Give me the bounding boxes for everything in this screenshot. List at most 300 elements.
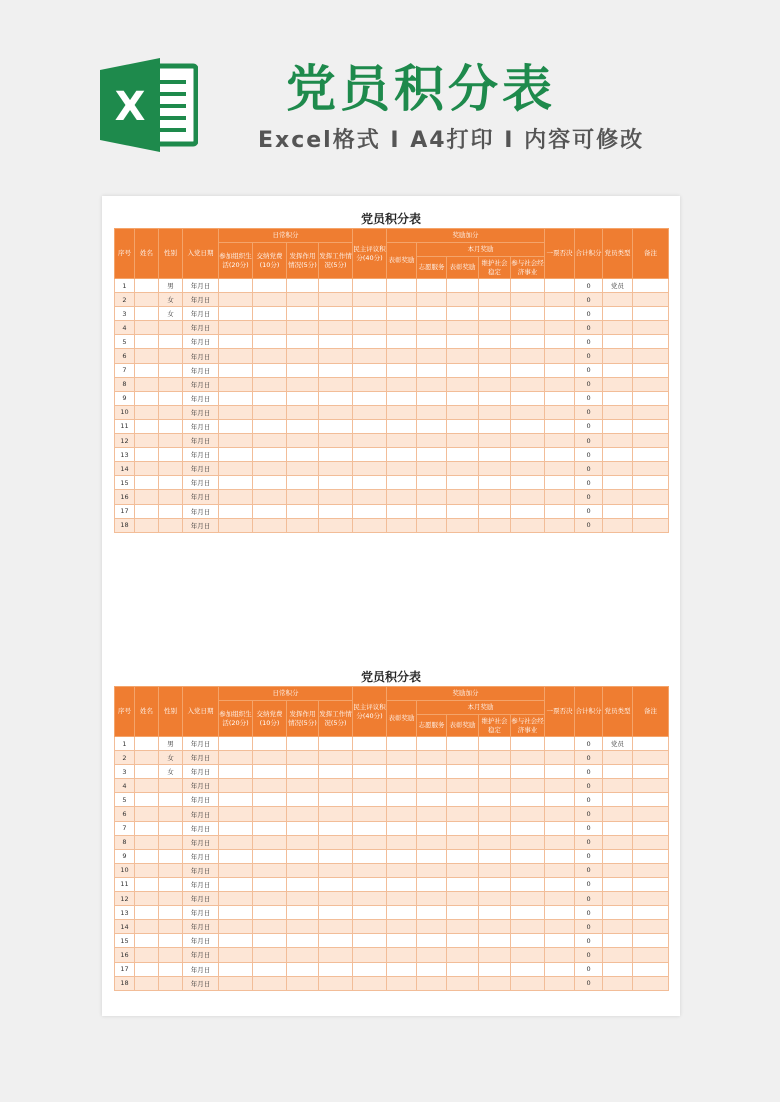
cell-volunteer[interactable] bbox=[417, 976, 447, 990]
cell-pioneer[interactable] bbox=[287, 877, 319, 891]
cell-org-life[interactable] bbox=[219, 751, 253, 765]
cell-work[interactable] bbox=[319, 779, 353, 793]
cell-stability[interactable] bbox=[479, 737, 511, 751]
cell-org-life[interactable] bbox=[219, 321, 253, 335]
cell-remark[interactable] bbox=[633, 948, 669, 962]
cell-remark[interactable] bbox=[633, 962, 669, 976]
cell-honor[interactable] bbox=[387, 920, 417, 934]
cell-dues[interactable] bbox=[253, 419, 287, 433]
cell-pioneer[interactable] bbox=[287, 793, 319, 807]
cell-member-type[interactable] bbox=[603, 293, 633, 307]
cell-dues[interactable] bbox=[253, 906, 287, 920]
cell-work[interactable] bbox=[319, 293, 353, 307]
cell-commend[interactable] bbox=[447, 476, 479, 490]
cell-remark[interactable] bbox=[633, 793, 669, 807]
cell-democratic[interactable] bbox=[353, 779, 387, 793]
cell-volunteer[interactable] bbox=[417, 835, 447, 849]
cell-name[interactable] bbox=[135, 948, 159, 962]
cell-org-life[interactable] bbox=[219, 779, 253, 793]
cell-total[interactable]: 0 bbox=[575, 335, 603, 349]
cell-pioneer[interactable] bbox=[287, 976, 319, 990]
cell-join-date[interactable]: 年月日 bbox=[183, 906, 219, 920]
cell-seq[interactable]: 2 bbox=[115, 751, 135, 765]
cell-dues[interactable] bbox=[253, 779, 287, 793]
cell-member-type[interactable] bbox=[603, 434, 633, 448]
cell-member-type[interactable] bbox=[603, 490, 633, 504]
cell-pioneer[interactable] bbox=[287, 279, 319, 293]
cell-org-life[interactable] bbox=[219, 962, 253, 976]
cell-gender[interactable] bbox=[159, 877, 183, 891]
cell-member-type[interactable] bbox=[603, 504, 633, 518]
cell-pioneer[interactable] bbox=[287, 934, 319, 948]
cell-commend[interactable] bbox=[447, 962, 479, 976]
cell-work[interactable] bbox=[319, 793, 353, 807]
cell-org-life[interactable] bbox=[219, 737, 253, 751]
cell-remark[interactable] bbox=[633, 906, 669, 920]
cell-member-type[interactable] bbox=[603, 391, 633, 405]
cell-veto[interactable] bbox=[545, 863, 575, 877]
cell-org-life[interactable] bbox=[219, 863, 253, 877]
cell-remark[interactable] bbox=[633, 490, 669, 504]
cell-honor[interactable] bbox=[387, 419, 417, 433]
cell-seq[interactable]: 18 bbox=[115, 976, 135, 990]
cell-honor[interactable] bbox=[387, 504, 417, 518]
cell-seq[interactable]: 13 bbox=[115, 906, 135, 920]
cell-commend[interactable] bbox=[447, 321, 479, 335]
cell-member-type[interactable] bbox=[603, 976, 633, 990]
cell-democratic[interactable] bbox=[353, 363, 387, 377]
cell-democratic[interactable] bbox=[353, 751, 387, 765]
cell-economy[interactable] bbox=[511, 349, 545, 363]
cell-remark[interactable] bbox=[633, 807, 669, 821]
cell-dues[interactable] bbox=[253, 293, 287, 307]
cell-total[interactable]: 0 bbox=[575, 321, 603, 335]
cell-total[interactable]: 0 bbox=[575, 877, 603, 891]
cell-economy[interactable] bbox=[511, 835, 545, 849]
cell-pioneer[interactable] bbox=[287, 307, 319, 321]
cell-commend[interactable] bbox=[447, 363, 479, 377]
cell-veto[interactable] bbox=[545, 434, 575, 448]
cell-name[interactable] bbox=[135, 321, 159, 335]
cell-volunteer[interactable] bbox=[417, 448, 447, 462]
cell-org-life[interactable] bbox=[219, 307, 253, 321]
cell-name[interactable] bbox=[135, 462, 159, 476]
cell-name[interactable] bbox=[135, 391, 159, 405]
cell-dues[interactable] bbox=[253, 335, 287, 349]
cell-volunteer[interactable] bbox=[417, 793, 447, 807]
cell-gender[interactable] bbox=[159, 920, 183, 934]
cell-stability[interactable] bbox=[479, 807, 511, 821]
cell-total[interactable]: 0 bbox=[575, 419, 603, 433]
cell-dues[interactable] bbox=[253, 321, 287, 335]
cell-org-life[interactable] bbox=[219, 765, 253, 779]
cell-pioneer[interactable] bbox=[287, 737, 319, 751]
cell-pioneer[interactable] bbox=[287, 807, 319, 821]
cell-work[interactable] bbox=[319, 490, 353, 504]
cell-seq[interactable]: 14 bbox=[115, 920, 135, 934]
cell-honor[interactable] bbox=[387, 448, 417, 462]
cell-dues[interactable] bbox=[253, 504, 287, 518]
cell-gender[interactable]: 女 bbox=[159, 293, 183, 307]
cell-veto[interactable] bbox=[545, 793, 575, 807]
cell-stability[interactable] bbox=[479, 279, 511, 293]
cell-stability[interactable] bbox=[479, 906, 511, 920]
cell-work[interactable] bbox=[319, 321, 353, 335]
cell-honor[interactable] bbox=[387, 976, 417, 990]
cell-honor[interactable] bbox=[387, 321, 417, 335]
cell-stability[interactable] bbox=[479, 434, 511, 448]
cell-work[interactable] bbox=[319, 948, 353, 962]
cell-pioneer[interactable] bbox=[287, 490, 319, 504]
cell-join-date[interactable]: 年月日 bbox=[183, 793, 219, 807]
cell-join-date[interactable]: 年月日 bbox=[183, 462, 219, 476]
cell-democratic[interactable] bbox=[353, 821, 387, 835]
cell-democratic[interactable] bbox=[353, 807, 387, 821]
cell-org-life[interactable] bbox=[219, 793, 253, 807]
cell-work[interactable] bbox=[319, 962, 353, 976]
cell-org-life[interactable] bbox=[219, 434, 253, 448]
cell-veto[interactable] bbox=[545, 476, 575, 490]
cell-pioneer[interactable] bbox=[287, 363, 319, 377]
cell-veto[interactable] bbox=[545, 293, 575, 307]
cell-honor[interactable] bbox=[387, 377, 417, 391]
cell-democratic[interactable] bbox=[353, 279, 387, 293]
cell-total[interactable]: 0 bbox=[575, 377, 603, 391]
cell-honor[interactable] bbox=[387, 934, 417, 948]
cell-remark[interactable] bbox=[633, 863, 669, 877]
cell-democratic[interactable] bbox=[353, 849, 387, 863]
cell-pioneer[interactable] bbox=[287, 849, 319, 863]
cell-stability[interactable] bbox=[479, 835, 511, 849]
cell-join-date[interactable]: 年月日 bbox=[183, 920, 219, 934]
cell-org-life[interactable] bbox=[219, 906, 253, 920]
cell-gender[interactable]: 男 bbox=[159, 279, 183, 293]
cell-org-life[interactable] bbox=[219, 504, 253, 518]
cell-economy[interactable] bbox=[511, 518, 545, 532]
cell-work[interactable] bbox=[319, 405, 353, 419]
cell-stability[interactable] bbox=[479, 892, 511, 906]
cell-member-type[interactable]: 党员 bbox=[603, 279, 633, 293]
cell-name[interactable] bbox=[135, 765, 159, 779]
cell-org-life[interactable] bbox=[219, 934, 253, 948]
cell-work[interactable] bbox=[319, 335, 353, 349]
cell-dues[interactable] bbox=[253, 434, 287, 448]
cell-pioneer[interactable] bbox=[287, 948, 319, 962]
cell-stability[interactable] bbox=[479, 419, 511, 433]
cell-veto[interactable] bbox=[545, 504, 575, 518]
cell-honor[interactable] bbox=[387, 835, 417, 849]
cell-economy[interactable] bbox=[511, 462, 545, 476]
cell-gender[interactable] bbox=[159, 976, 183, 990]
cell-total[interactable]: 0 bbox=[575, 920, 603, 934]
cell-work[interactable] bbox=[319, 518, 353, 532]
cell-work[interactable] bbox=[319, 751, 353, 765]
cell-work[interactable] bbox=[319, 448, 353, 462]
cell-veto[interactable] bbox=[545, 807, 575, 821]
cell-volunteer[interactable] bbox=[417, 737, 447, 751]
cell-volunteer[interactable] bbox=[417, 906, 447, 920]
cell-stability[interactable] bbox=[479, 293, 511, 307]
cell-remark[interactable] bbox=[633, 448, 669, 462]
cell-commend[interactable] bbox=[447, 377, 479, 391]
cell-seq[interactable]: 13 bbox=[115, 448, 135, 462]
cell-dues[interactable] bbox=[253, 737, 287, 751]
cell-org-life[interactable] bbox=[219, 892, 253, 906]
cell-name[interactable] bbox=[135, 363, 159, 377]
cell-dues[interactable] bbox=[253, 448, 287, 462]
cell-seq[interactable]: 12 bbox=[115, 434, 135, 448]
cell-member-type[interactable] bbox=[603, 906, 633, 920]
cell-stability[interactable] bbox=[479, 948, 511, 962]
cell-commend[interactable] bbox=[447, 948, 479, 962]
cell-member-type[interactable] bbox=[603, 849, 633, 863]
cell-pioneer[interactable] bbox=[287, 751, 319, 765]
cell-economy[interactable] bbox=[511, 476, 545, 490]
cell-dues[interactable] bbox=[253, 405, 287, 419]
cell-volunteer[interactable] bbox=[417, 877, 447, 891]
cell-seq[interactable]: 15 bbox=[115, 934, 135, 948]
cell-economy[interactable] bbox=[511, 892, 545, 906]
cell-volunteer[interactable] bbox=[417, 434, 447, 448]
cell-org-life[interactable] bbox=[219, 976, 253, 990]
cell-commend[interactable] bbox=[447, 405, 479, 419]
cell-total[interactable]: 0 bbox=[575, 434, 603, 448]
cell-pioneer[interactable] bbox=[287, 863, 319, 877]
cell-remark[interactable] bbox=[633, 335, 669, 349]
cell-work[interactable] bbox=[319, 349, 353, 363]
cell-member-type[interactable] bbox=[603, 892, 633, 906]
cell-stability[interactable] bbox=[479, 934, 511, 948]
cell-join-date[interactable]: 年月日 bbox=[183, 863, 219, 877]
cell-veto[interactable] bbox=[545, 462, 575, 476]
cell-economy[interactable] bbox=[511, 293, 545, 307]
cell-seq[interactable]: 9 bbox=[115, 849, 135, 863]
cell-volunteer[interactable] bbox=[417, 821, 447, 835]
cell-seq[interactable]: 6 bbox=[115, 807, 135, 821]
cell-honor[interactable] bbox=[387, 751, 417, 765]
cell-join-date[interactable]: 年月日 bbox=[183, 363, 219, 377]
cell-stability[interactable] bbox=[479, 877, 511, 891]
cell-name[interactable] bbox=[135, 405, 159, 419]
cell-economy[interactable] bbox=[511, 962, 545, 976]
cell-dues[interactable] bbox=[253, 363, 287, 377]
cell-democratic[interactable] bbox=[353, 504, 387, 518]
cell-commend[interactable] bbox=[447, 976, 479, 990]
cell-remark[interactable] bbox=[633, 737, 669, 751]
cell-stability[interactable] bbox=[479, 448, 511, 462]
cell-total[interactable]: 0 bbox=[575, 976, 603, 990]
cell-name[interactable] bbox=[135, 518, 159, 532]
cell-economy[interactable] bbox=[511, 335, 545, 349]
cell-dues[interactable] bbox=[253, 490, 287, 504]
cell-name[interactable] bbox=[135, 751, 159, 765]
cell-org-life[interactable] bbox=[219, 807, 253, 821]
cell-economy[interactable] bbox=[511, 976, 545, 990]
cell-member-type[interactable] bbox=[603, 877, 633, 891]
cell-stability[interactable] bbox=[479, 863, 511, 877]
cell-join-date[interactable]: 年月日 bbox=[183, 279, 219, 293]
cell-honor[interactable] bbox=[387, 391, 417, 405]
cell-honor[interactable] bbox=[387, 948, 417, 962]
cell-seq[interactable]: 8 bbox=[115, 377, 135, 391]
cell-org-life[interactable] bbox=[219, 279, 253, 293]
cell-volunteer[interactable] bbox=[417, 849, 447, 863]
cell-volunteer[interactable] bbox=[417, 391, 447, 405]
cell-seq[interactable]: 12 bbox=[115, 892, 135, 906]
cell-honor[interactable] bbox=[387, 518, 417, 532]
cell-org-life[interactable] bbox=[219, 391, 253, 405]
cell-economy[interactable] bbox=[511, 377, 545, 391]
cell-economy[interactable] bbox=[511, 849, 545, 863]
cell-seq[interactable]: 17 bbox=[115, 962, 135, 976]
cell-volunteer[interactable] bbox=[417, 765, 447, 779]
cell-honor[interactable] bbox=[387, 462, 417, 476]
cell-remark[interactable] bbox=[633, 779, 669, 793]
cell-economy[interactable] bbox=[511, 765, 545, 779]
cell-honor[interactable] bbox=[387, 405, 417, 419]
cell-economy[interactable] bbox=[511, 779, 545, 793]
cell-seq[interactable]: 7 bbox=[115, 821, 135, 835]
cell-seq[interactable]: 8 bbox=[115, 835, 135, 849]
cell-economy[interactable] bbox=[511, 405, 545, 419]
cell-join-date[interactable]: 年月日 bbox=[183, 335, 219, 349]
cell-pioneer[interactable] bbox=[287, 906, 319, 920]
cell-join-date[interactable]: 年月日 bbox=[183, 948, 219, 962]
cell-total[interactable]: 0 bbox=[575, 363, 603, 377]
cell-name[interactable] bbox=[135, 920, 159, 934]
cell-name[interactable] bbox=[135, 793, 159, 807]
cell-democratic[interactable] bbox=[353, 293, 387, 307]
cell-total[interactable]: 0 bbox=[575, 490, 603, 504]
cell-pioneer[interactable] bbox=[287, 349, 319, 363]
cell-democratic[interactable] bbox=[353, 793, 387, 807]
cell-stability[interactable] bbox=[479, 476, 511, 490]
cell-dues[interactable] bbox=[253, 279, 287, 293]
cell-total[interactable]: 0 bbox=[575, 349, 603, 363]
cell-gender[interactable] bbox=[159, 405, 183, 419]
cell-seq[interactable]: 18 bbox=[115, 518, 135, 532]
cell-economy[interactable] bbox=[511, 906, 545, 920]
cell-org-life[interactable] bbox=[219, 948, 253, 962]
cell-pioneer[interactable] bbox=[287, 821, 319, 835]
cell-stability[interactable] bbox=[479, 849, 511, 863]
cell-org-life[interactable] bbox=[219, 363, 253, 377]
cell-stability[interactable] bbox=[479, 976, 511, 990]
cell-work[interactable] bbox=[319, 391, 353, 405]
cell-member-type[interactable] bbox=[603, 793, 633, 807]
cell-veto[interactable] bbox=[545, 448, 575, 462]
cell-member-type[interactable] bbox=[603, 476, 633, 490]
cell-commend[interactable] bbox=[447, 849, 479, 863]
cell-pioneer[interactable] bbox=[287, 377, 319, 391]
cell-total[interactable]: 0 bbox=[575, 835, 603, 849]
cell-stability[interactable] bbox=[479, 518, 511, 532]
cell-seq[interactable]: 5 bbox=[115, 793, 135, 807]
cell-org-life[interactable] bbox=[219, 821, 253, 835]
cell-seq[interactable]: 14 bbox=[115, 462, 135, 476]
cell-remark[interactable] bbox=[633, 835, 669, 849]
cell-veto[interactable] bbox=[545, 751, 575, 765]
cell-stability[interactable] bbox=[479, 391, 511, 405]
cell-democratic[interactable] bbox=[353, 962, 387, 976]
cell-org-life[interactable] bbox=[219, 490, 253, 504]
cell-democratic[interactable] bbox=[353, 448, 387, 462]
cell-veto[interactable] bbox=[545, 737, 575, 751]
cell-democratic[interactable] bbox=[353, 892, 387, 906]
cell-economy[interactable] bbox=[511, 934, 545, 948]
cell-total[interactable]: 0 bbox=[575, 279, 603, 293]
cell-commend[interactable] bbox=[447, 765, 479, 779]
cell-dues[interactable] bbox=[253, 948, 287, 962]
cell-name[interactable] bbox=[135, 490, 159, 504]
cell-join-date[interactable]: 年月日 bbox=[183, 892, 219, 906]
cell-org-life[interactable] bbox=[219, 849, 253, 863]
cell-commend[interactable] bbox=[447, 490, 479, 504]
cell-economy[interactable] bbox=[511, 448, 545, 462]
cell-member-type[interactable] bbox=[603, 405, 633, 419]
cell-democratic[interactable] bbox=[353, 863, 387, 877]
cell-democratic[interactable] bbox=[353, 765, 387, 779]
cell-work[interactable] bbox=[319, 279, 353, 293]
cell-join-date[interactable]: 年月日 bbox=[183, 293, 219, 307]
cell-democratic[interactable] bbox=[353, 462, 387, 476]
cell-total[interactable]: 0 bbox=[575, 405, 603, 419]
cell-work[interactable] bbox=[319, 307, 353, 321]
cell-gender[interactable] bbox=[159, 462, 183, 476]
cell-org-life[interactable] bbox=[219, 920, 253, 934]
cell-remark[interactable] bbox=[633, 504, 669, 518]
cell-veto[interactable] bbox=[545, 321, 575, 335]
cell-name[interactable] bbox=[135, 504, 159, 518]
cell-join-date[interactable]: 年月日 bbox=[183, 321, 219, 335]
cell-dues[interactable] bbox=[253, 849, 287, 863]
cell-pioneer[interactable] bbox=[287, 391, 319, 405]
cell-commend[interactable] bbox=[447, 920, 479, 934]
cell-dues[interactable] bbox=[253, 751, 287, 765]
cell-gender[interactable] bbox=[159, 962, 183, 976]
cell-honor[interactable] bbox=[387, 892, 417, 906]
cell-member-type[interactable] bbox=[603, 863, 633, 877]
cell-work[interactable] bbox=[319, 892, 353, 906]
cell-pioneer[interactable] bbox=[287, 335, 319, 349]
cell-join-date[interactable]: 年月日 bbox=[183, 877, 219, 891]
cell-gender[interactable] bbox=[159, 821, 183, 835]
cell-work[interactable] bbox=[319, 476, 353, 490]
cell-member-type[interactable] bbox=[603, 349, 633, 363]
cell-member-type[interactable] bbox=[603, 920, 633, 934]
cell-name[interactable] bbox=[135, 934, 159, 948]
cell-remark[interactable] bbox=[633, 279, 669, 293]
cell-honor[interactable] bbox=[387, 363, 417, 377]
cell-dues[interactable] bbox=[253, 807, 287, 821]
cell-democratic[interactable] bbox=[353, 391, 387, 405]
cell-veto[interactable] bbox=[545, 363, 575, 377]
cell-veto[interactable] bbox=[545, 405, 575, 419]
cell-commend[interactable] bbox=[447, 934, 479, 948]
cell-org-life[interactable] bbox=[219, 293, 253, 307]
cell-join-date[interactable]: 年月日 bbox=[183, 391, 219, 405]
cell-join-date[interactable]: 年月日 bbox=[183, 419, 219, 433]
cell-work[interactable] bbox=[319, 906, 353, 920]
cell-democratic[interactable] bbox=[353, 419, 387, 433]
cell-dues[interactable] bbox=[253, 976, 287, 990]
cell-dues[interactable] bbox=[253, 877, 287, 891]
cell-member-type[interactable] bbox=[603, 419, 633, 433]
cell-economy[interactable] bbox=[511, 363, 545, 377]
cell-dues[interactable] bbox=[253, 765, 287, 779]
cell-join-date[interactable]: 年月日 bbox=[183, 765, 219, 779]
cell-name[interactable] bbox=[135, 807, 159, 821]
